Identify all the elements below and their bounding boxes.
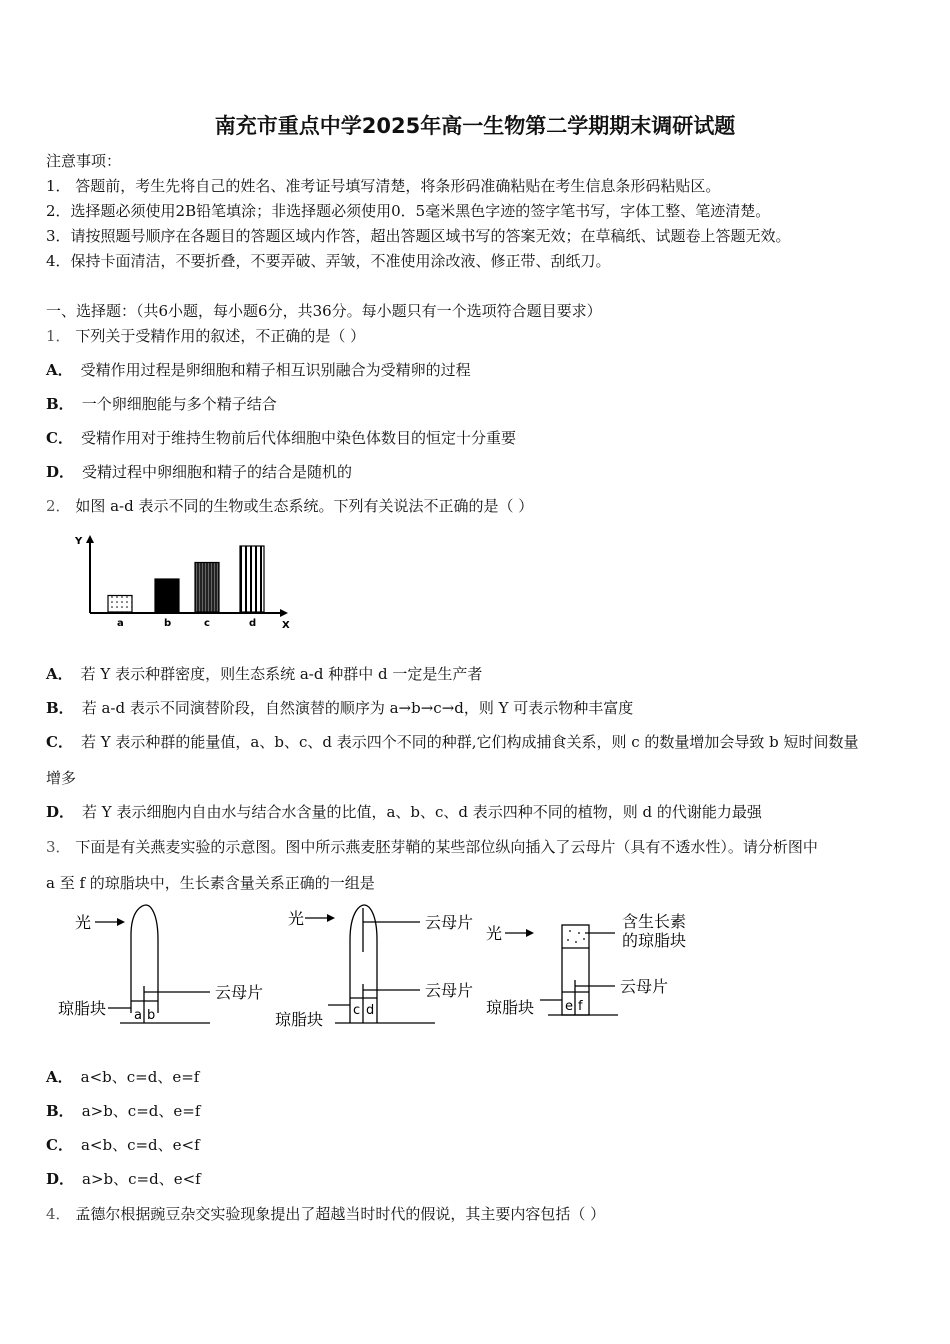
option-b <box>46 394 277 414</box>
option-label: B． <box>46 395 74 413</box>
agar-label: 琼脂块 <box>275 1010 324 1029</box>
mica-label: 云母片 <box>425 913 474 932</box>
question-stem: 下面是有关燕麦实验的示意图。图中所示燕麦胚芽鞘的某些部位纵向插入了云母片（具有不透水性）。请分析图中 <box>75 838 818 856</box>
oat-coleoptile-figure <box>50 900 700 1030</box>
question-number: 2． <box>46 497 71 515</box>
auxin-dots <box>567 930 585 943</box>
block-label: c <box>353 1003 361 1018</box>
x-axis-label: X <box>282 620 290 631</box>
notice-item: 3．请按照题号顺序在各题目的答题区域内作答，超出答题区域书写的答案无效；在草稿纸、试题卷上答题无效。 <box>46 227 791 245</box>
question-stem: 孟德尔根据豌豆杂交实验现象提出了超越当时时代的假说，其主要内容包括（ ） <box>75 1205 606 1223</box>
option-label: A． <box>46 361 73 379</box>
option-text: 若 Y 表示种群的能量值，a、b、c、d 表示四个不同的种群,它们构成捕食关系，则 c 的数量增加会导致 b 短时间数量 <box>80 733 859 751</box>
question-number: 4． <box>46 1205 71 1223</box>
option-label: B． <box>46 699 74 717</box>
question-4 <box>46 1204 605 1224</box>
option-a <box>46 664 482 684</box>
option-text: 受精过程中卵细胞和精子的结合是随机的 <box>82 463 353 481</box>
auxin-agar-label: 的琼脂块 <box>622 931 687 950</box>
x-axis-arrow-icon <box>280 609 288 617</box>
notice-heading: 注意事项： <box>46 152 122 170</box>
block-label: a <box>134 1008 142 1023</box>
option-text: 受精作用过程是卵细胞和精子相互识别融合为受精卵的过程 <box>80 361 471 379</box>
section-heading: 一、选择题：（共6小题，每小题6分，共36分。每小题只有一个选项符合题目要求） <box>46 302 602 320</box>
bar-figure <box>70 530 300 635</box>
option-label: A． <box>46 665 73 683</box>
bar-c <box>195 563 219 613</box>
question-stem-continued: a 至 f 的琼脂块中，生长素含量关系正确的一组是 <box>46 874 375 892</box>
question-3 <box>46 837 818 857</box>
question-1 <box>46 326 365 346</box>
option-label: B． <box>46 1102 74 1120</box>
option-text: a>b、c=d、e<f <box>82 1170 201 1188</box>
mica-label: 云母片 <box>620 977 669 996</box>
option-label: D． <box>46 803 75 821</box>
bar-a <box>108 596 132 613</box>
option-text: a<b、c=d、e<f <box>80 1136 200 1154</box>
agar-label: 琼脂块 <box>58 999 107 1018</box>
notice-item: 1． 答题前，考生先将自己的姓名、准考证号填写清楚，将条形码准确粘贴在考生信息条形码粘贴区。 <box>46 177 721 195</box>
option-text: 若 Y 表示种群密度，则生态系统 a-d 种群中 d 一定是生产者 <box>80 665 483 683</box>
option-c <box>46 732 859 752</box>
option-label: D． <box>46 1170 75 1188</box>
option-c <box>46 428 516 448</box>
block-label: b <box>147 1008 156 1023</box>
block-label: d <box>366 1003 375 1018</box>
y-axis-arrow-icon <box>86 535 94 543</box>
question-stem: 下列关于受精作用的叙述，不正确的是（ ） <box>75 327 366 345</box>
question-stem: 如图 a-d 表示不同的生物或生态系统。下列有关说法不正确的是（ ） <box>75 497 534 515</box>
notice-item: 4．保持卡面清洁，不要折叠，不要弄破、弄皱，不准使用涂改液、修正带、刮纸刀。 <box>46 252 611 270</box>
question-2 <box>46 496 533 516</box>
option-label: C． <box>46 733 73 751</box>
option-text: 若 a-d 表示不同演替阶段，自然演替的顺序为 a→b→c→d，则 Y 可表示物种丰富度 <box>81 699 634 717</box>
option-a <box>46 1067 199 1087</box>
block-label: f <box>578 999 583 1014</box>
option-d <box>46 462 352 482</box>
option-b <box>46 1101 200 1121</box>
option-label: A． <box>46 1068 73 1086</box>
bar-b <box>155 579 179 612</box>
option-text: 一个卵细胞能与多个精子结合 <box>81 395 277 413</box>
light-label: 光 <box>486 924 503 943</box>
question-number: 3． <box>46 838 71 856</box>
option-label: C． <box>46 429 73 447</box>
auxin-agar-label: 含生长素 <box>622 912 687 931</box>
bar-label: b <box>164 618 172 629</box>
option-text: a<b、c=d、e=f <box>80 1068 200 1086</box>
agar-label: 琼脂块 <box>486 998 535 1017</box>
bar-label: a <box>117 618 124 629</box>
block-label: e <box>565 999 573 1014</box>
light-label: 光 <box>75 913 92 932</box>
option-text: 若 Y 表示细胞内自由水与结合水含量的比值，a、b、c、d 表示四种不同的植物，则 d 的代谢能力最强 <box>82 803 762 821</box>
option-d <box>46 802 762 822</box>
mica-label: 云母片 <box>215 983 264 1002</box>
question-number: 1． <box>46 327 71 345</box>
notice-item: 2．选择题必须使用2B铅笔填涂；非选择题必须使用0．5毫米黑色字迹的签字笔书写，字体工整、笔迹清楚。 <box>46 202 771 220</box>
option-label: C． <box>46 1136 73 1154</box>
option-text: a>b、c=d、e=f <box>81 1102 201 1120</box>
option-d <box>46 1169 201 1189</box>
page-title: 南充市重点中学2025年高一生物第二学期期末调研试题 <box>214 114 736 138</box>
option-c <box>46 1135 200 1155</box>
option-label: D． <box>46 463 75 481</box>
option-b <box>46 698 633 718</box>
option-a <box>46 360 471 380</box>
option-c-continued: 增多 <box>46 769 77 787</box>
bar-d <box>240 546 264 612</box>
y-axis-label: Y <box>75 536 83 547</box>
bar-label: d <box>249 618 257 629</box>
bar-label: c <box>204 618 210 629</box>
mica-label: 云母片 <box>425 981 474 1000</box>
option-text: 受精作用对于维持生物前后代体细胞中染色体数目的恒定十分重要 <box>80 429 516 447</box>
light-label: 光 <box>288 909 305 928</box>
